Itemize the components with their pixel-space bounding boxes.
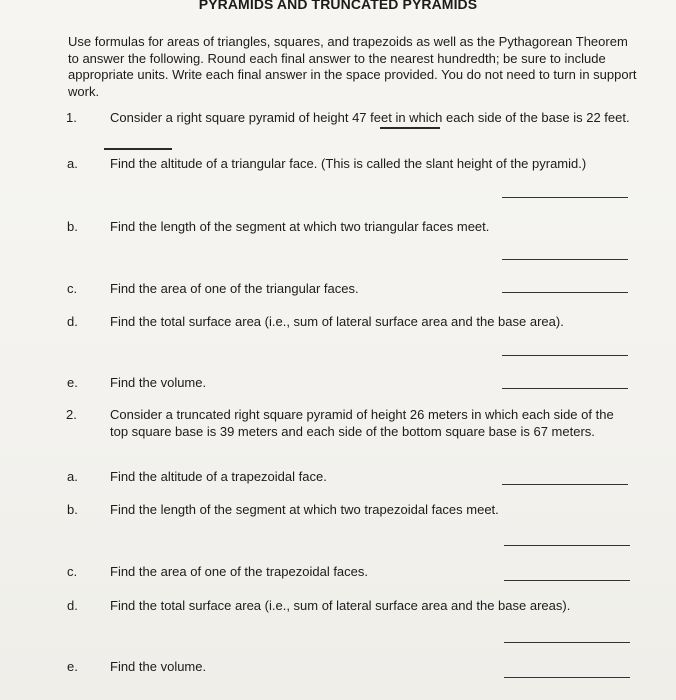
problem-statement: Consider a right square pyramid of height 47 feet in which each side of the base is 22 feet.: [110, 110, 630, 125]
part-text: Find the volume.: [110, 659, 207, 674]
answer-line-2b[interactable]: [504, 545, 630, 546]
part-label: b.: [67, 502, 78, 517]
page-title: PYRAMIDS AND TRUNCATED PYRAMIDS: [198, 0, 478, 12]
part-label: e.: [67, 375, 78, 390]
part-text: Find the area of one of the trapezoidal faces.: [110, 564, 369, 579]
part-label: c.: [67, 564, 78, 579]
part-text: Find the length of the segment at which two trapezoidal faces meet.: [110, 502, 499, 517]
part-text: Find the total surface area (i.e., sum of lateral surface area and the base areas).: [110, 598, 571, 613]
part-label: a.: [67, 156, 78, 171]
instructions-paragraph: Use formulas for areas of triangles, squares, and trapezoids as well as the Pythagorean Theorem to answer the following. Round each final answer to the nearest hundredth; be sure to include appropriate units. Write each final answer in the space provided. You do not need to turn in support work.: [68, 34, 637, 99]
part-label: d.: [67, 314, 78, 329]
answer-line-1b[interactable]: [502, 259, 628, 260]
answer-line-2a[interactable]: [502, 484, 628, 485]
part-text: Find the altitude of a trapezoidal face.: [110, 469, 327, 484]
part-text: Find the total surface area (i.e., sum of lateral surface area and the base area).: [110, 314, 564, 329]
part-text: Find the length of the segment at which two triangular faces meet.: [110, 219, 490, 234]
answer-line-2e[interactable]: [504, 677, 630, 678]
problem-number: 2.: [66, 407, 77, 422]
part-label: e.: [67, 659, 78, 674]
handwritten-underline: [104, 148, 172, 150]
part-label: c.: [67, 281, 78, 296]
answer-line-1c[interactable]: [502, 292, 628, 293]
part-label: d.: [67, 598, 78, 613]
problem-statement: Consider a truncated right square pyramid of height 26 meters in which each side of the top square base is 39 meters and each side of the bottom square base is 67 meters.: [110, 407, 614, 439]
handwritten-underline: [380, 127, 440, 129]
answer-line-1e[interactable]: [502, 388, 628, 389]
part-text: Find the altitude of a triangular face. (This is called the slant height of the pyramid.): [110, 156, 587, 171]
answer-line-1a[interactable]: [502, 197, 628, 198]
answer-line-1d[interactable]: [502, 355, 628, 356]
answer-line-2d[interactable]: [504, 642, 630, 643]
problem-number: 1.: [66, 110, 77, 125]
part-label: a.: [67, 469, 78, 484]
part-text: Find the area of one of the triangular faces.: [110, 281, 359, 296]
part-text: Find the volume.: [110, 375, 207, 390]
answer-line-2c[interactable]: [504, 580, 630, 581]
part-label: b.: [67, 219, 78, 234]
